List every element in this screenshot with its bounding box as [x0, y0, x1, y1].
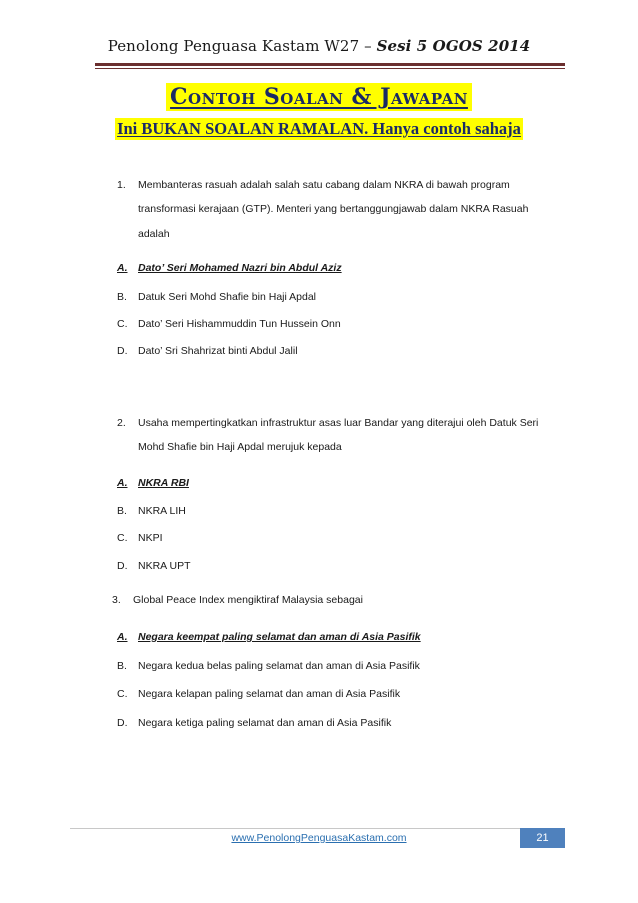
- page-header: [0, 37, 638, 55]
- question-text-line: Usaha mempertingkatkan infrastruktur asas luar Bandar yang diterajui oleh Datuk Seri: [138, 417, 539, 429]
- option-letter: A.: [117, 262, 128, 274]
- header-text: Penolong Penguasa Kastam W27 –: [107, 37, 377, 55]
- question-number: 1.: [117, 179, 126, 191]
- option-text: Negara kedua belas paling selamat dan aman di Asia Pasifik: [138, 660, 420, 672]
- option-letter: D.: [117, 560, 128, 572]
- option-letter: B.: [117, 660, 127, 672]
- option-text: NKPI: [138, 532, 163, 544]
- question-number: 2.: [117, 417, 126, 429]
- question-number: 3.: [112, 594, 121, 606]
- question-text-line: transformasi kerajaan (GTP). Menteri yang bertanggungjawab dalam NKRA Rasuah: [138, 203, 529, 215]
- footer-website-link[interactable]: www.PenolongPenguasaKastam.com: [231, 832, 407, 844]
- option-text: Negara kelapan paling selamat dan aman di Asia Pasifik: [138, 688, 401, 700]
- option-letter: B.: [117, 505, 127, 517]
- header-rule-thin: [95, 68, 565, 69]
- title-container: [0, 83, 638, 111]
- option-text-correct: Dato’ Seri Mohamed Nazri bin Abdul Aziz: [138, 262, 342, 274]
- header-session: Sesi 5 OGOS 2014: [376, 37, 531, 55]
- question-text-line: Mohd Shafie bin Haji Apdal merujuk kepada: [138, 441, 342, 453]
- option-text: Negara ketiga paling selamat dan aman di Asia Pasifik: [138, 717, 392, 729]
- option-letter: C.: [117, 318, 128, 330]
- page-number: 21: [520, 828, 565, 848]
- option-letter: A.: [117, 631, 128, 643]
- option-letter: D.: [117, 345, 128, 357]
- option-letter: C.: [117, 532, 128, 544]
- option-text: Dato’ Sri Shahrizat binti Abdul Jalil: [138, 345, 298, 357]
- option-letter: A.: [117, 477, 128, 489]
- option-letter: D.: [117, 717, 128, 729]
- option-letter: C.: [117, 688, 128, 700]
- option-text: NKRA UPT: [138, 560, 191, 572]
- header-rule-thick: [95, 63, 565, 66]
- option-text-correct: NKRA RBI: [138, 477, 189, 489]
- option-text: Dato’ Seri Hishammuddin Tun Hussein Onn: [138, 318, 341, 330]
- page-subtitle: Ini BUKAN SOALAN RAMALAN. Hanya contoh sahaja: [117, 119, 521, 138]
- option-text: Datuk Seri Mohd Shafie bin Haji Apdal: [138, 291, 317, 303]
- question-text-line: Membanteras rasuah adalah salah satu cabang dalam NKRA di bawah program: [138, 179, 510, 191]
- footer-rule: [70, 828, 565, 829]
- option-text-correct: Negara keempat paling selamat dan aman di Asia Pasifik: [138, 631, 421, 643]
- subtitle-container: [0, 118, 638, 140]
- option-text: NKRA LIH: [138, 505, 186, 517]
- option-letter: B.: [117, 291, 127, 303]
- page-title: Contoh Soalan & Jawapan: [166, 83, 472, 111]
- question-text-line: Global Peace Index mengiktiraf Malaysia sebagai: [133, 594, 363, 606]
- question-text-line: adalah: [138, 228, 170, 240]
